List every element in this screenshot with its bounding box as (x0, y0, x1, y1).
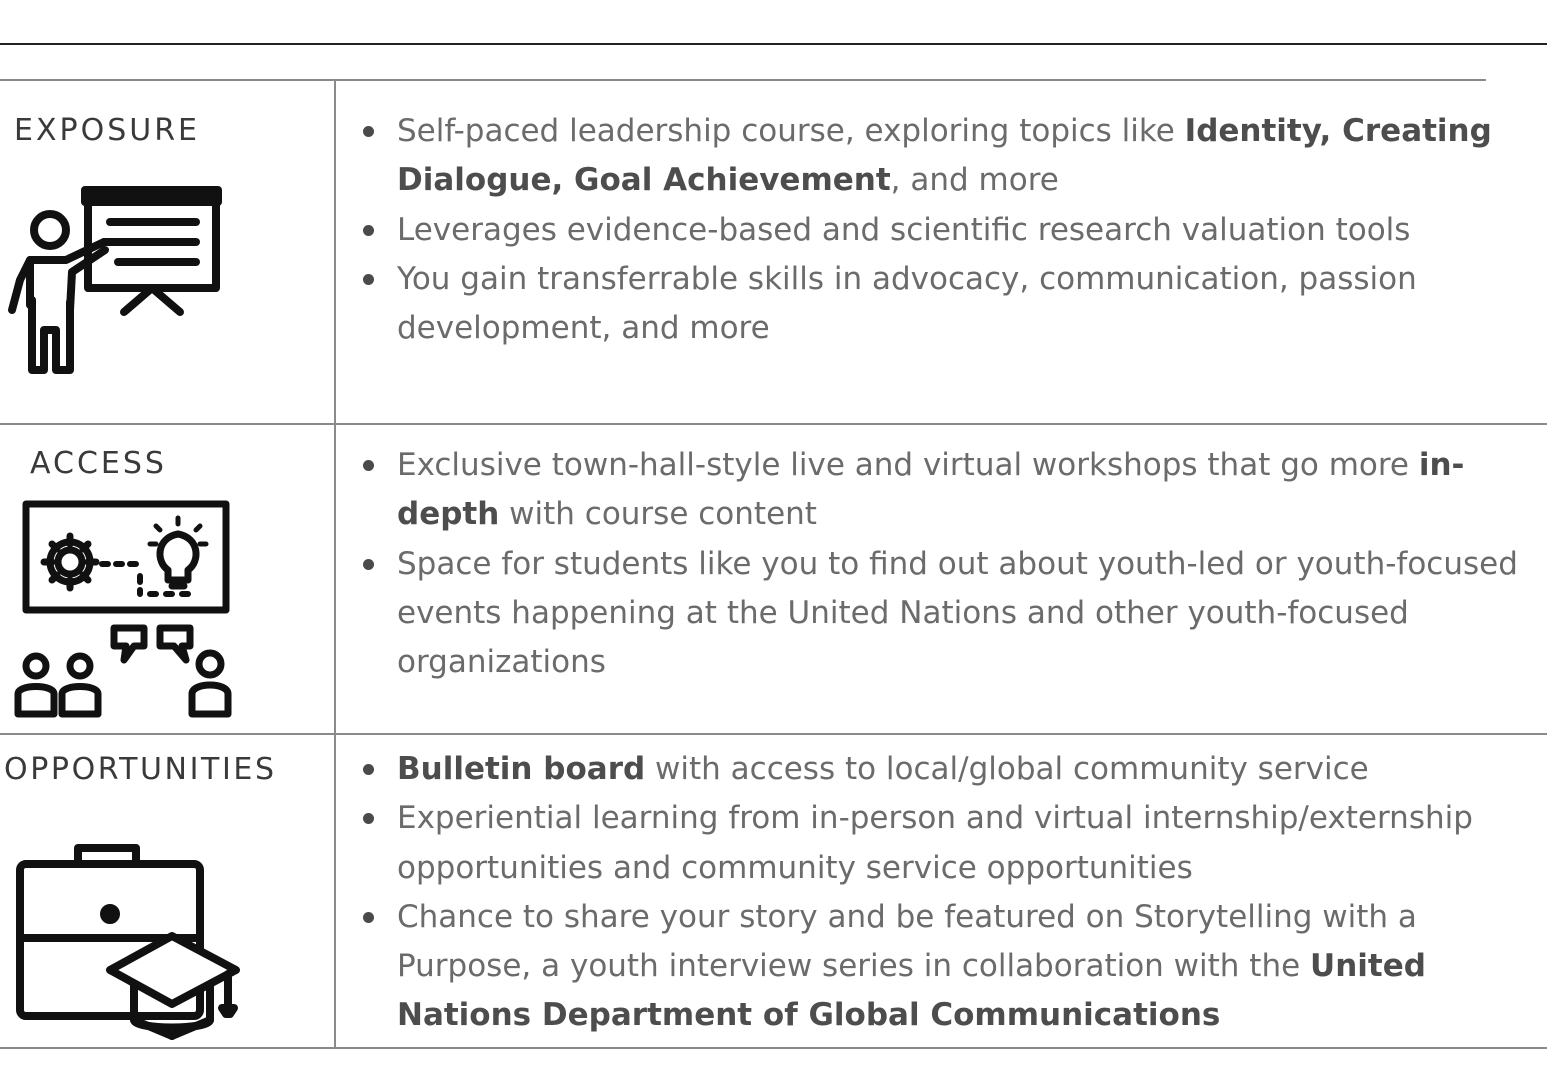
briefcase-graduation-icon (10, 838, 240, 1048)
list-item: Experiential learning from in-person and virtual internship/externship opportunities and community service opportunities (355, 794, 1520, 893)
list-item: Leverages evidence-based and scientific research valuation tools (355, 206, 1520, 255)
list-item: Space for students like you to find out about youth-led or youth-focused events happening at the United Nations and other youth-focused organizations (355, 540, 1520, 688)
list-item: Bulletin board with access to local/global community service (355, 745, 1520, 794)
opportunities-bullet-list (355, 745, 1520, 1041)
exposure-bullet-list (355, 107, 1520, 353)
row-label-opportunities: OPPORTUNITIES (4, 752, 277, 787)
row-divider-exposure (0, 423, 1547, 425)
list-item: Exclusive town-hall-style live and virtual workshops that go more in-depth with course content (355, 441, 1520, 540)
table-top-border (0, 79, 1486, 81)
row-divider-access (0, 733, 1547, 735)
row-label-access: ACCESS (30, 446, 167, 481)
list-item: You gain transferrable skills in advocacy, communication, passion development, and more (355, 255, 1520, 354)
column-divider (334, 80, 336, 1048)
list-item: Chance to share your story and be featured on Storytelling with a Purpose, a youth interview series in collaboration with the United Nations Department of Global Communications (355, 893, 1520, 1041)
workshop-ideas-icon (10, 496, 240, 721)
top-divider (0, 43, 1547, 45)
row-label-exposure: EXPOSURE (14, 113, 201, 148)
presenter-whiteboard-icon (0, 180, 230, 380)
list-item: Self-paced leadership course, exploring topics like Identity, Creating Dialogue, Goal Achievement, and more (355, 107, 1520, 206)
access-bullet-list (355, 441, 1520, 687)
